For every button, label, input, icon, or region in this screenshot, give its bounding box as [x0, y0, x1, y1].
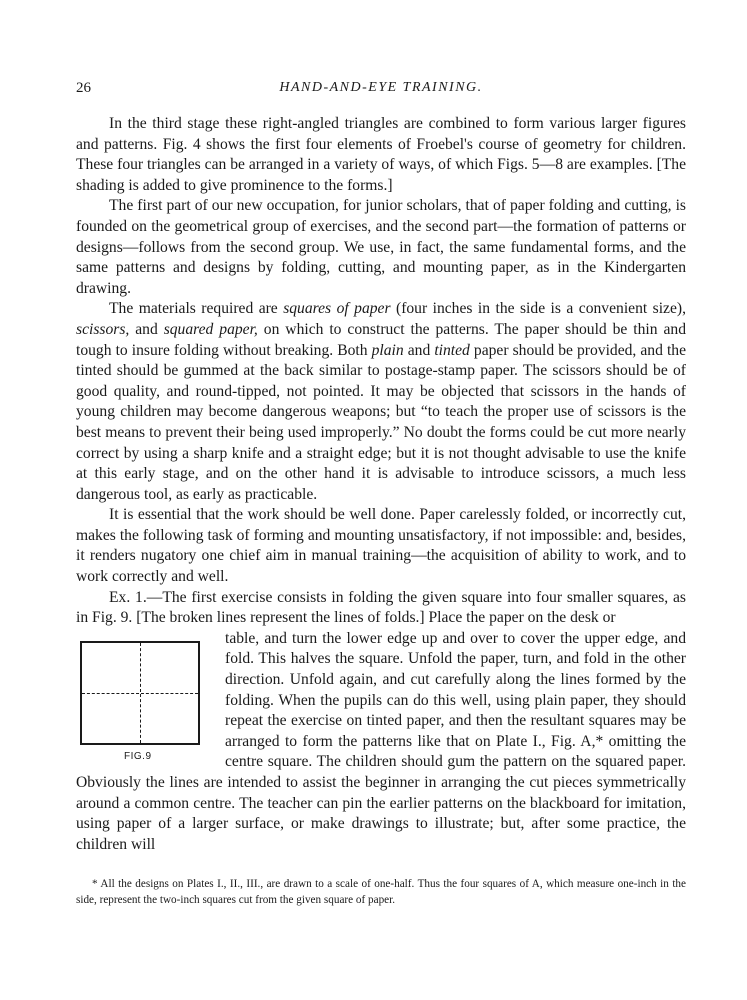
paragraph-exercise-one-wrap: table, and turn the lower edge up and over to cover the upper edge, and fold. This halves the square. Unfold the paper, turn, and fold in the other direction. Unfold again, and cut carefully along the lines formed by the folding. When the pupils can do this well, using plain paper, they should repeat the exercise on tinted paper, and then the resultant squares may be arranged to form the patterns like that on Plate I., Fig. A,* omitting the centre square. The children should gum the pattern on the squared paper. Obviously the lines are intended to assist the beginner in arranging the cut pieces symmetrically around a common centre. The teacher can pin the earlier patterns on the blackboard for imitation, using paper of a larger surface, or make drawings to illustrate; but, after some practice, the children will	[76, 629, 686, 853]
paragraph-third-stage: In the third stage these right-angled triangles are combined to form various larger figures and patterns. Fig. 4 shows the first four elements of Froebel's course of geometry for children. These four triangles can be arranged in a variety of ways, of which Figs. 5—8 are examples. [The shading is added to give prominence to the forms.]	[76, 115, 686, 194]
horizontal-fold-line	[82, 693, 198, 694]
paragraph-materials: The materials required are squares of paper (four inches in the side is a convenient size), scissors, and squared paper, on which to construct the patterns. The paper should be thin and tough to insure folding without breaking. Both plain and tinted paper should be provided, and the tinted should be gummed at the back similar to postage-stamp paper. The scissors should be of good quality, and round-tipped, not pointed. It may be objected that scissors in the hands of young children may become dangerous weapons; but “to teach the proper use of scissors is the best means to prevent their being used improperly.” No doubt the forms could be cut more nearly correct by using a sharp knife and a straight edge; but it is not thought advisable to use the knife at this early stage, and on the other hand it is advisable to introduce scissors, a much less dangerous tool, as early as practicable.	[76, 300, 687, 503]
emphasis-squares-of-paper: squares of paper	[283, 300, 391, 318]
emphasis-plain: plain	[371, 341, 404, 359]
page-number: 26	[76, 80, 91, 96]
figure-label: FIG.9	[124, 750, 152, 762]
paragraph-exercise-one-lead: Ex. 1.—The first exercise consists in folding the given square into four smaller squares, as in Fig. 9. [The broken lines represent the lines of folds.] Place the paper on the desk or	[76, 588, 686, 627]
figure-9	[76, 633, 213, 771]
exercise-one-continuation	[76, 629, 686, 856]
paragraph-work-well-done: It is essential that the work should be well done. Paper carelessly folded, or incorrectly cut, makes the following task of forming and mounting unsatisfactory, if not impossible: and, besides, it renders nugatory one chief aim in manual training—the acquisition of ability to work, and to work correctly and well.	[76, 506, 686, 586]
emphasis-squared-paper: squared paper,	[163, 320, 258, 338]
emphasis-tinted: tinted	[434, 341, 470, 359]
running-title: HAND-AND-EYE TRAINING.	[279, 80, 483, 95]
emphasis-scissors: scissors,	[76, 320, 130, 338]
body-text	[76, 114, 686, 855]
page-header	[76, 80, 686, 100]
footnote: * All the designs on Plates I., II., III., are drawn to a scale of one-half. Thus the four squares of A, which measure one-inch in the side, represent the two-inch squares cut from the given square of paper.	[76, 878, 686, 906]
paragraph-new-occupation: The first part of our new occupation, for junior scholars, that of paper folding and cutting, is founded on the geometrical group of exercises, and the second part—the formation of patterns or designs—follows from the second group. We use, in fact, the same fundamental forms, and the same patterns and designs by folding, cutting, and mounting paper, as in the Kindergarten drawing.	[76, 197, 686, 297]
folded-square-diagram	[80, 641, 200, 745]
